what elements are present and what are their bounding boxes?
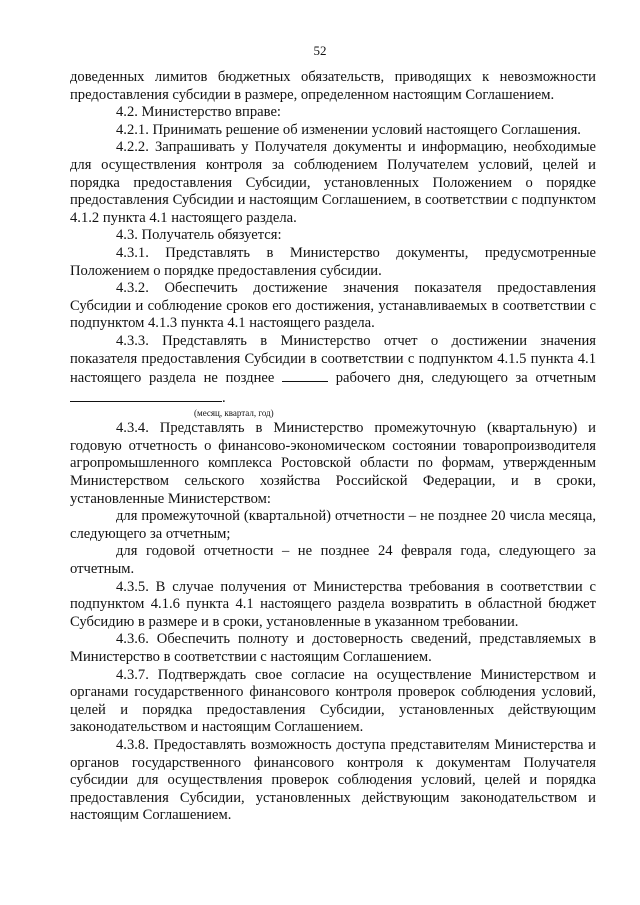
paragraph-continuation: доведенных лимитов бюджетных обязательств, приводящих к невозможности предоставления субсидии в размере, определенном настоящим Соглашением. [70,69,596,103]
clause-4-2-1: 4.2.1. Принимать решение об изменении условий настоящего Соглашения. [116,121,581,138]
clause-4-3-1: 4.3.1. Представлять в Министерство документы, предусмотренные Положением о порядке предоставления субсидии. [70,244,596,279]
clause-4-3-5: 4.3.5. В случае получения от Министерства требования в соответствии с подпунктом 4.1.6 пункта 4.1 настоящего раздела возвратить в областной бюджет Субсидию в размере и в сроки, установленные в указанном требовании. [70,578,596,630]
reporting-period-caption: (месяц, квартал, год) [194,408,274,419]
clause-4-2-2: 4.2.2. Запрашивать у Получателя документы и информацию, необходимые для осуществления контроля за соблюдением Получателем условий, целей и порядка предоставления Субсидии, установленных Положением о порядке предоставления Субсидии и настоящим Соглашением, в соответствии с подпунктом 4.1.2 пункта 4.1 настоящего раздела. [70,139,596,226]
clause-4-3-4: 4.3.4. Представлять в Министерство промежуточную (квартальную) и годовую отчетность о финансово-экономическом состоянии товаропроизводителя агропромышленного комплекса Ростовской области по формам, утвержденным Министерством сельского хозяйства Российской Федерации, и в сроки, установленные Министерством: [70,420,596,507]
clause-4-3-3-text-a: 4.3.3. Представлять в Министерство отчет о достижении значения показателя предоставления Субсидии в соответствии с подпунктом 4.1.5 пункта 4.1 настоящего раздела не позднее [70,332,596,387]
clause-4-3-4-annual: для годовой отчетности – не позднее 24 февраля года, следующего за отчетным. [70,543,596,578]
workday-blank-field [282,368,328,382]
clause-4-3-3-text-b: рабочего дня, следующего за отчетным [335,370,596,387]
document-body [70,69,596,825]
clause-4-3: 4.3. Получатель обязуется: [116,227,282,244]
clause-4-3-3-text-c: . [222,389,226,406]
clause-4-3-7: 4.3.7. Подтверждать свое согласие на осуществление Министерством и органами государственного финансового контроля проверок соблюдения условий, целей и порядка предоставления Субсидии, установленных действующим законодательством и настоящим Соглашением. [70,666,596,736]
reporting-period-blank-field [70,388,222,402]
clause-4-2: 4.2. Министерство вправе: [116,104,281,121]
clause-4-3-4-interim: для промежуточной (квартальной) отчетности – не позднее 20 числа месяца, следующего за отчетным; [70,508,596,542]
clause-4-3-6: 4.3.6. Обеспечить полноту и достоверность сведений, представляемых в Министерство в соответствии с настоящим Соглашением. [70,631,596,665]
clause-4-3-2: 4.3.2. Обеспечить достижение значения показателя предоставления Субсидии и соблюдение сроков его достижения, устанавливаемых в соответствии с подпунктом 4.1.3 пункта 4.1 настоящего раздела. [70,280,596,332]
clause-4-3-3 [70,333,596,407]
page-number: 52 [313,43,327,58]
clause-4-3-8: 4.3.8. Предоставлять возможность доступа представителям Министерства и органов государственного финансового контроля к документам Получателя субсидии для осуществления проверок соблюдения условий, целей и порядка предоставления Субсидии, установленных действующим законодательством и настоящим Соглашением. [70,736,596,824]
